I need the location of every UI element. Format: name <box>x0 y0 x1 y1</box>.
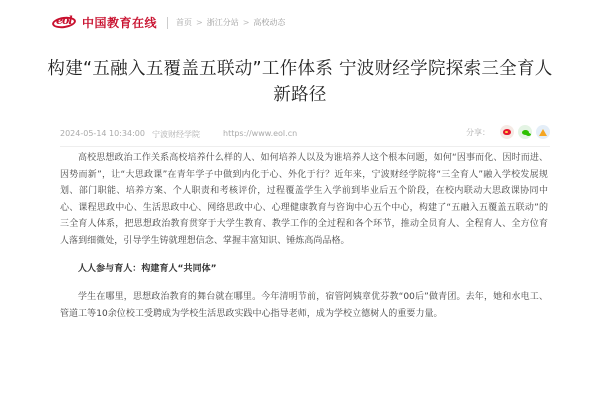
site-header <box>0 0 600 44</box>
breadcrumb-news[interactable]: 高校动态 <box>253 18 286 27</box>
weibo-icon[interactable] <box>500 125 514 139</box>
article-paragraph: 学生在哪里，思想政治教育的舞台就在哪里。今年清明节前，宿管阿姨章优芬教“00后”做青团。去年，她和水电工、管道工等10余位校工受聘成为学校生活思政实践中心指导老师，成为学校立德树人的重要力量。 <box>60 292 548 319</box>
breadcrumb <box>176 17 285 28</box>
wechat-icon[interactable] <box>518 125 532 139</box>
breadcrumb-separator: > <box>242 18 250 27</box>
share-label: 分享： <box>466 127 490 137</box>
breadcrumb-separator: > <box>196 18 203 27</box>
publish-time: 2024-05-14 10:34:00 <box>60 129 145 138</box>
article-body <box>60 150 548 333</box>
article-paragraph: 高校思想政治工作关系高校培养什么样的人、如何培养人以及为谁培养人这个根本问题，如何“因事而化、因时而进、因势而新”，让“大思政课”在青年学子中做到内化于心、外化于行？近年来，宁波财经学院将“三全育人”融入学校发展规划、部门职能、培养方案、个人职责和考核评价，过程覆盖学生入学前到毕业后五个阶段，在校内联动大思政课协同中心、课程思政中心、生活思政中心、网络思政中心、心理健康教育与咨询中心五个中心，构建了“五融入五覆盖五联动”的三全育人体系，把思想政治教育贯穿于大学生教育、教学工作的全过程和各个环节，推动全员育人、全程育人、全方位育人落到细微处，引导学生铸就理想信念、掌握丰富知识、锤炼高尚品格。 <box>60 153 548 246</box>
site-name: 中国教育在线 <box>82 16 158 30</box>
eol-logo-icon: eol <box>52 16 78 29</box>
breadcrumb-home[interactable]: 首页 <box>176 18 193 27</box>
article-title: 构建“五融入五覆盖五联动”工作体系 宁波财经学院探索三全育人新路径 <box>47 59 553 105</box>
meta-divider <box>60 146 550 147</box>
article-source: 宁波财经学院 <box>152 130 200 139</box>
article-meta <box>60 128 550 142</box>
qzone-icon[interactable] <box>536 125 550 139</box>
breadcrumb-zhejiang[interactable]: 浙江分站 <box>206 18 239 27</box>
share-bar <box>466 125 550 139</box>
site-logo[interactable] <box>52 14 285 31</box>
logo-divider <box>167 17 168 29</box>
section-heading: 人人参与育人：构建育人“共同体” <box>78 263 217 274</box>
source-url[interactable]: https://www.eol.cn <box>223 129 298 138</box>
